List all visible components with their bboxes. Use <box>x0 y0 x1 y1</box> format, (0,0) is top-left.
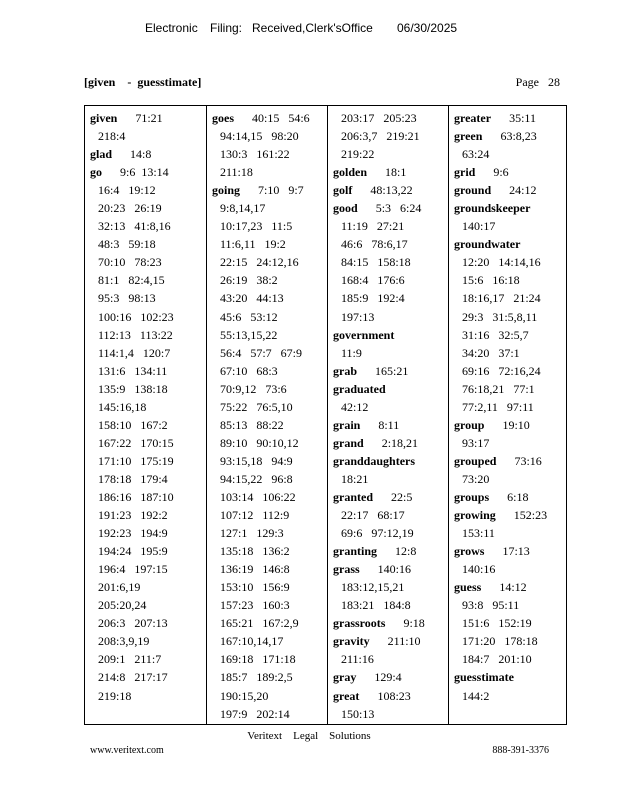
index-refs-continued: 22:15 24:12,16 <box>220 255 299 270</box>
index-term: golf <box>333 183 353 198</box>
index-entry <box>328 163 448 181</box>
index-refs-continued: 31:16 32:5,7 <box>462 327 529 342</box>
index-term: grassroots <box>333 616 386 631</box>
index-refs: 19:10 <box>484 417 530 432</box>
index-term: groups <box>454 489 490 504</box>
index-refs-continued: 75:22 76:5,10 <box>220 399 293 414</box>
index-term: grass <box>333 562 360 577</box>
index-refs: 5:3 6:24 <box>357 201 422 216</box>
index-refs: 140:16 <box>359 562 412 577</box>
efiling-filing: Filing: <box>210 21 243 35</box>
index-refs-continued: 135:18 136:2 <box>220 544 290 559</box>
footer-phone: 888-391-3376 <box>492 745 549 756</box>
index-refs-continued: 93:17 <box>462 435 490 450</box>
index-refs-continued: 70:10 78:23 <box>98 255 162 270</box>
index-refs-continued: 197:13 <box>341 309 375 324</box>
index-refs-continued: 171:20 178:18 <box>462 634 538 649</box>
index-term: go <box>90 165 102 180</box>
index-refs-continued: 196:4 197:15 <box>98 562 168 577</box>
index-refs-continued: 183:12,15,21 <box>341 580 405 595</box>
index-term: groundwater <box>454 237 521 252</box>
index-refs: 63:8,23 <box>482 129 537 144</box>
index-refs-continued: 171:10 175:19 <box>98 453 174 468</box>
index-term: graduated <box>333 381 386 396</box>
index-refs: 48:13,22 <box>352 183 413 198</box>
index-term: grouped <box>454 453 497 468</box>
index-refs-continued: 150:13 <box>341 706 375 721</box>
efiling-date: 06/30/2025 <box>397 21 458 35</box>
index-refs-continued: 157:23 160:3 <box>220 598 290 613</box>
index-refs-continued: 67:10 68:3 <box>220 363 278 378</box>
index-refs-continued: 185:9 192:4 <box>341 291 405 306</box>
index-refs-continued: 94:14,15 98:20 <box>220 129 299 144</box>
word-index-table <box>84 105 567 725</box>
index-refs-continued: 18:21 <box>341 471 369 486</box>
index-entry <box>328 181 448 199</box>
index-refs-continued: 211:16 <box>341 652 374 667</box>
index-refs-continued: 103:14 106:22 <box>220 489 296 504</box>
index-column-2 <box>206 106 327 724</box>
index-range: [given - guesstimate] <box>84 75 202 89</box>
index-refs: 108:23 <box>359 688 411 703</box>
index-term: greater <box>454 111 492 125</box>
index-refs-continued: 112:13 113:22 <box>98 327 173 342</box>
index-refs-continued: 136:19 146:8 <box>220 562 290 577</box>
index-entry <box>328 614 448 632</box>
index-entry <box>328 542 448 560</box>
index-entry <box>328 199 448 217</box>
index-entry <box>328 452 448 470</box>
index-refs: 40:15 54:6 <box>234 111 310 125</box>
index-refs-continued: 70:9,12 73:6 <box>220 381 287 396</box>
index-entry <box>328 434 448 452</box>
index-term: grand <box>333 435 364 450</box>
index-entry <box>449 578 568 596</box>
index-refs-continued: 63:24 <box>462 147 490 162</box>
footer-company: Veritext Legal Solutions <box>247 730 371 742</box>
index-term: granddaughters <box>333 453 416 468</box>
index-refs-continued: 191:23 192:2 <box>98 508 168 523</box>
index-refs-continued: 209:1 211:7 <box>98 652 162 667</box>
index-refs-continued: 42:12 <box>341 399 369 414</box>
index-refs-continued: 85:13 88:22 <box>220 417 284 432</box>
index-refs-continued: 93:8 95:11 <box>462 598 520 613</box>
index-term: group <box>454 417 485 432</box>
index-entry <box>449 181 568 199</box>
index-entry <box>449 416 568 434</box>
index-refs-continued: 76:18,21 77:1 <box>462 381 535 396</box>
index-entry <box>449 235 568 253</box>
index-refs-continued: 45:6 53:12 <box>220 309 278 324</box>
index-refs-continued: 169:18 171:18 <box>220 652 296 667</box>
index-entry <box>449 199 568 217</box>
index-refs: 165:21 <box>357 363 409 378</box>
index-refs: 35:11 <box>491 111 536 125</box>
index-column-1 <box>85 106 206 724</box>
efiling-electronic: Electronic <box>145 21 198 35</box>
index-refs-continued: 185:7 189:2,5 <box>220 670 293 685</box>
index-term: grain <box>333 417 361 432</box>
footer-website: www.veritext.com <box>90 745 164 756</box>
index-entry <box>207 109 327 127</box>
index-entry <box>85 145 206 163</box>
index-refs-continued: 205:20,24 <box>98 598 147 613</box>
index-term: green <box>454 129 483 144</box>
index-refs: 12:8 <box>377 544 417 559</box>
index-refs-continued: 34:20 37:1 <box>462 345 520 360</box>
index-refs-continued: 211:18 <box>220 165 253 180</box>
index-term: great <box>333 688 360 703</box>
index-entry <box>328 362 448 380</box>
index-refs: 129:4 <box>356 670 402 685</box>
index-term: given <box>90 111 118 125</box>
index-entry <box>449 668 568 686</box>
index-refs-continued: 55:13,15,22 <box>220 327 278 342</box>
index-refs-continued: 153:11 <box>462 526 495 541</box>
index-refs-continued: 12:20 14:14,16 <box>462 255 541 270</box>
index-term: grid <box>454 165 476 180</box>
index-refs-continued: 107:12 112:9 <box>220 508 290 523</box>
index-refs-continued: 192:23 194:9 <box>98 526 168 541</box>
index-term: going <box>212 183 241 198</box>
index-entry <box>85 163 206 181</box>
index-refs-continued: 201:6,19 <box>98 580 141 595</box>
index-refs-continued: 219:22 <box>341 147 375 162</box>
index-entry <box>328 632 448 650</box>
index-refs-continued: 186:16 187:10 <box>98 489 174 504</box>
index-refs-continued: 22:17 68:17 <box>341 508 405 523</box>
index-refs-continued: 48:3 59:18 <box>98 237 156 252</box>
index-entry <box>449 488 568 506</box>
index-refs-continued: 100:16 102:23 <box>98 309 174 324</box>
index-refs: 9:6 <box>475 165 509 180</box>
index-refs-continued: 165:21 167:2,9 <box>220 616 299 631</box>
index-term: glad <box>90 147 113 162</box>
index-term: government <box>333 327 395 342</box>
index-term: groundskeeper <box>454 201 531 216</box>
index-refs-continued: 208:3,9,19 <box>98 634 150 649</box>
index-refs-continued: 183:21 184:8 <box>341 598 411 613</box>
index-term: good <box>333 201 358 216</box>
index-refs-continued: 158:10 167:2 <box>98 417 168 432</box>
index-refs-continued: 206:3 207:13 <box>98 616 168 631</box>
index-refs: 17:13 <box>484 544 530 559</box>
index-refs-continued: 32:13 41:8,16 <box>98 219 171 234</box>
index-refs: 18:1 <box>367 165 407 180</box>
index-refs-continued: 10:17,23 11:5 <box>220 219 293 234</box>
index-term: guesstimate <box>454 670 514 685</box>
index-refs-continued: 26:19 38:2 <box>220 273 278 288</box>
index-entry <box>328 380 448 398</box>
index-refs-continued: 140:16 <box>462 562 496 577</box>
index-term: golden <box>333 165 368 180</box>
index-refs-continued: 69:6 97:12,19 <box>341 526 414 541</box>
index-term: grab <box>333 363 357 378</box>
index-refs: 9:18 <box>385 616 425 631</box>
index-refs-continued: 18:16,17 21:24 <box>462 291 541 306</box>
index-term: gravity <box>333 634 370 649</box>
index-refs-continued: 20:23 26:19 <box>98 201 162 216</box>
index-refs: 22:5 <box>373 489 413 504</box>
index-refs-continued: 219:18 <box>98 688 132 703</box>
index-column-3 <box>327 106 448 724</box>
index-refs-continued: 93:15,18 94:9 <box>220 453 293 468</box>
index-refs-continued: 69:16 72:16,24 <box>462 363 541 378</box>
index-refs: 7:10 9:7 <box>240 183 304 198</box>
index-refs-continued: 94:15,22 96:8 <box>220 471 293 486</box>
index-refs-continued: 153:10 156:9 <box>220 580 290 595</box>
index-refs-continued: 77:2,11 97:11 <box>462 399 534 414</box>
index-refs-continued: 73:20 <box>462 471 490 486</box>
index-refs: 73:16 <box>496 453 542 468</box>
index-refs-continued: 29:3 31:5,8,11 <box>462 309 538 324</box>
index-term: growing <box>454 508 496 523</box>
index-refs-continued: 151:6 152:19 <box>462 616 532 631</box>
index-refs-continued: 135:9 138:18 <box>98 381 168 396</box>
index-refs-continued: 95:3 98:13 <box>98 291 156 306</box>
index-refs: 6:18 <box>489 489 529 504</box>
efiling-received: Received,Clerk'sOffice <box>252 21 373 35</box>
index-refs-continued: 167:10,14,17 <box>220 634 284 649</box>
index-refs-continued: 184:7 201:10 <box>462 652 532 667</box>
index-refs-continued: 81:1 82:4,15 <box>98 273 165 288</box>
index-refs: 14:8 <box>112 147 152 162</box>
index-entry <box>328 416 448 434</box>
index-term: ground <box>454 183 492 198</box>
index-refs-continued: 206:3,7 219:21 <box>341 129 420 144</box>
index-term: granting <box>333 544 378 559</box>
index-entry <box>328 687 448 705</box>
index-entry <box>449 163 568 181</box>
index-refs-continued: 11:19 27:21 <box>341 219 405 234</box>
index-entry <box>207 181 327 199</box>
index-refs-continued: 16:4 19:12 <box>98 183 156 198</box>
efiling-stamp <box>0 21 618 37</box>
index-refs: 8:11 <box>360 417 400 432</box>
index-refs-continued: 145:16,18 <box>98 399 147 414</box>
index-entry <box>328 488 448 506</box>
index-term: gray <box>333 670 357 685</box>
index-term: grows <box>454 544 485 559</box>
index-term: goes <box>212 111 234 125</box>
index-entry <box>449 542 568 560</box>
index-refs-continued: 114:1,4 120:7 <box>98 345 171 360</box>
index-refs-continued: 56:4 57:7 67:9 <box>220 345 303 360</box>
index-refs: 14:12 <box>481 580 527 595</box>
index-refs-continued: 197:9 202:14 <box>220 706 290 721</box>
index-refs-continued: 9:8,14,17 <box>220 201 266 216</box>
index-term: guess <box>454 580 482 595</box>
index-refs-continued: 89:10 90:10,12 <box>220 435 299 450</box>
index-refs-continued: 131:6 134:11 <box>98 363 168 378</box>
index-entry <box>449 109 568 127</box>
index-refs-continued: 190:15,20 <box>220 688 269 703</box>
index-refs-continued: 46:6 78:6,17 <box>341 237 408 252</box>
index-refs: 152:23 <box>495 508 548 523</box>
index-entry <box>449 452 568 470</box>
index-refs-continued: 127:1 129:3 <box>220 526 284 541</box>
index-refs-continued: 218:4 <box>98 129 126 144</box>
index-refs-continued: 194:24 195:9 <box>98 544 168 559</box>
index-refs-continued: 11:9 <box>341 345 362 360</box>
index-entry <box>449 506 568 524</box>
index-refs-continued: 84:15 158:18 <box>341 255 411 270</box>
index-refs: 211:10 <box>369 634 421 649</box>
index-refs: 9:6 13:14 <box>102 165 169 180</box>
index-refs-continued: 15:6 16:18 <box>462 273 520 288</box>
index-column-4 <box>448 106 568 724</box>
index-term: granted <box>333 489 373 504</box>
index-refs: 2:18,21 <box>363 435 419 450</box>
index-entry <box>328 326 448 344</box>
index-entry <box>328 560 448 578</box>
index-refs-continued: 168:4 176:6 <box>341 273 405 288</box>
index-refs-continued: 167:22 170:15 <box>98 435 174 450</box>
index-refs: 24:12 <box>491 183 537 198</box>
index-refs-continued: 130:3 161:22 <box>220 147 290 162</box>
index-entry <box>85 109 206 127</box>
index-refs-continued: 11:6,11 19:2 <box>220 237 286 252</box>
index-entry <box>328 668 448 686</box>
index-refs-continued: 43:20 44:13 <box>220 291 284 306</box>
index-refs-continued: 178:18 179:4 <box>98 471 168 486</box>
page-number: Page 28 <box>515 75 560 89</box>
index-refs: 71:21 <box>117 111 163 125</box>
index-refs-continued: 203:17 205:23 <box>341 111 417 125</box>
index-refs-continued: 144:2 <box>462 688 490 703</box>
index-refs-continued: 214:8 217:17 <box>98 670 168 685</box>
index-refs-continued: 140:17 <box>462 219 496 234</box>
index-entry <box>449 127 568 145</box>
